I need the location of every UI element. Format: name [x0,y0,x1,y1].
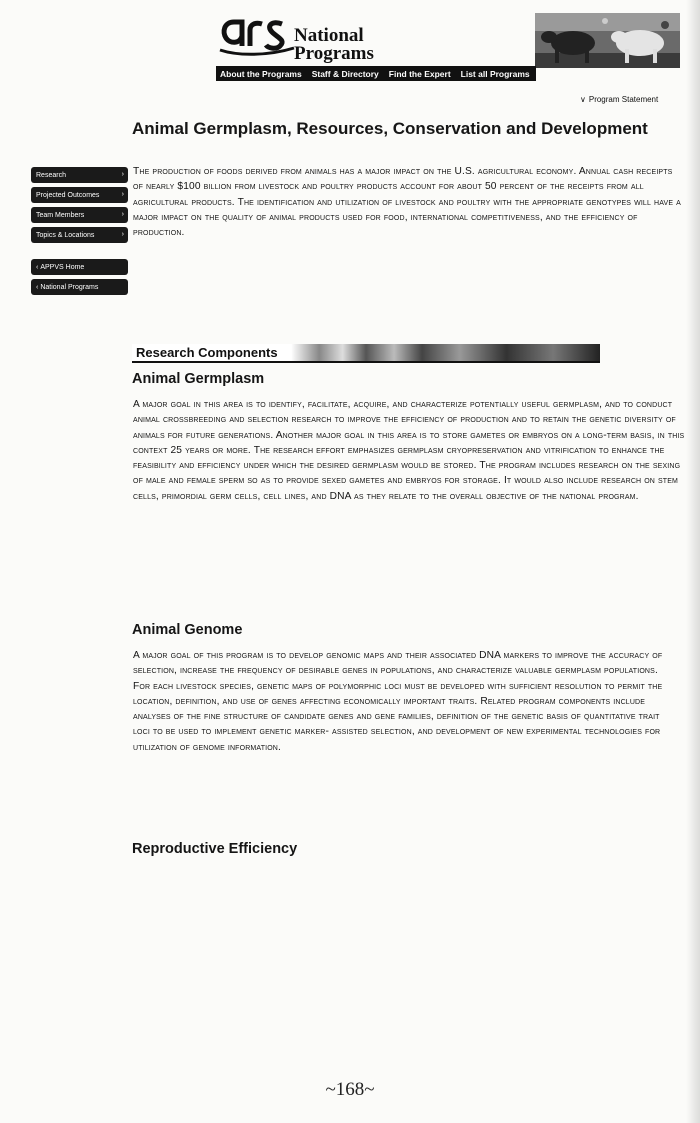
subheading-reproductive-efficiency: Reproductive Efficiency [132,841,298,857]
nav-staff-directory[interactable]: Staff & Directory [311,68,379,79]
top-navigation [216,66,536,81]
ars-logo[interactable] [218,12,298,56]
sidebar-item-label: Team Members [36,211,85,219]
sidebar-item-projected-outcomes[interactable] [31,187,128,203]
site-name-line1: National [294,25,364,46]
intro-paragraph: The production of foods derived from animals has a major impact on the U.S. agricultural economy. Annual cash receipts of nearly $100 billion from livestock and poultry products account for about 50 percent of the receipts from all agricultural products. The identification and utilization of livestock and poultry with the appropriate genotypes will have a major impact on the quality of animal products used for food, international competitiveness, and the efficiency of production. [133,166,681,239]
page-number: ~168~ [325,1079,375,1100]
page-title: Animal Germplasm, Resources, Conservation and Development [132,119,648,138]
sidebar-item-research[interactable] [31,167,128,183]
sidebar-link-national-programs[interactable] [31,279,128,295]
chevron-right-icon: › [121,231,124,238]
page-edge-shadow [686,0,700,1123]
subheading-animal-germplasm: Animal Germplasm [132,371,265,387]
sidebar [31,167,128,299]
program-statement-link[interactable] [580,95,658,104]
chevron-right-icon: › [121,191,124,198]
program-statement-label: Program Statement [588,95,659,104]
arrow-left-icon: ‹ [36,283,39,291]
sidebar-link-label: National Programs [40,283,99,291]
sidebar-link-appvs-home[interactable] [31,259,128,275]
sidebar-item-topics-locations[interactable] [31,227,128,243]
sidebar-item-label: Research [36,171,66,179]
sidebar-item-label: Projected Outcomes [36,191,100,199]
chevron-down-icon: ∨ [580,95,586,104]
arrow-left-icon: ‹ [36,263,39,271]
nav-about-programs[interactable]: About the Programs [220,68,302,79]
sidebar-link-label: APPVS Home [40,263,85,271]
site-name-line2: Programs [294,43,374,64]
subheading-animal-genome: Animal Genome [132,622,243,638]
sidebar-item-team-members[interactable] [31,207,128,223]
chevron-right-icon: › [121,211,124,218]
site-name [294,27,374,63]
nav-find-expert[interactable]: Find the Expert [388,68,451,79]
nav-list-programs[interactable]: List all Programs [460,68,530,79]
sidebar-item-label: Topics & Locations [36,231,95,239]
header-photo-livestock [535,13,680,68]
genome-paragraph: A major goal of this program is to develop genomic maps and their associated DNA markers to improve the accuracy of selection, increase the frequency of desirable genes in populations, and characterize valuable germplasm populations. For each livestock species, genetic maps of polymorphic loci must be developed with sufficient resolution to permit the location, definition, and use of genes affecting economically important traits. Related program components include analyses of the fine structure of candidate genes and gene families, definition of the genetic basis of quantitative trait loci to be used to implement genetic marker- assisted selection, and development of new experimental technologies for utilization of genome information. [133,650,663,753]
chevron-right-icon: › [121,171,124,178]
germplasm-paragraph: A major goal in this area is to identify, facilitate, acquire, and characterize potentially useful germplasm, and to conduct animal crossbreeding and selection research to improve the efficiency of production and to retain the genetic diversity of animals for future generations. Another major goal in this area is to store gametes or embryos on a long-term basis, in this context 25 years or more. The research effort emphasizes germplasm cryopreservation and vitrification to enhance the feasibility and efficiency under which the desired germplasm would be stored. The program includes research on the sexing of male and female sperm so as to provide sexed gametes and embryos for storage. It would also include research on stem cells, primordial germ cells, cell lines, and DNA as they relate to the overall objective of the national program. [133,399,685,502]
section-title: Research Components [136,345,278,360]
section-header-research-components [132,344,600,363]
